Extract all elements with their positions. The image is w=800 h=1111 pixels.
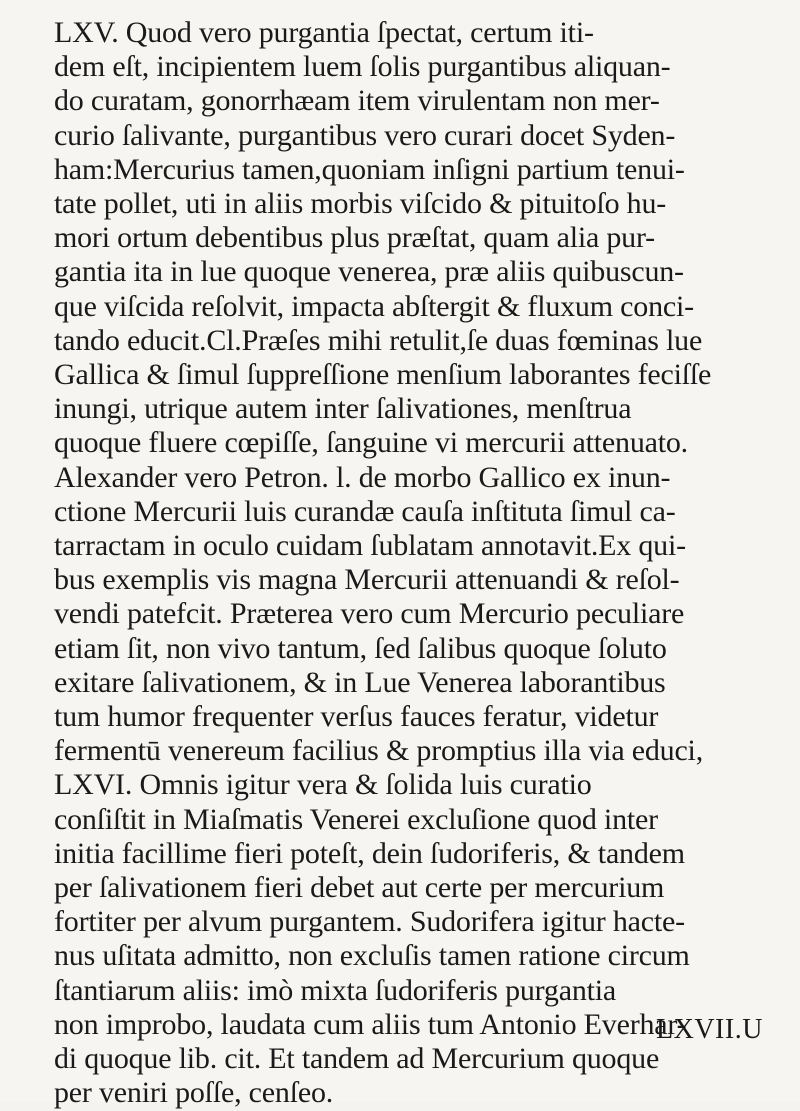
- text-line: inungi, utrique autem inter ſalivationes, menſtrua: [54, 392, 632, 426]
- text-line: ham:Mercurius tamen,quoniam inſigni partium tenui-: [54, 152, 685, 186]
- text-line: fortiter per alvum purgantem. Sudorifera igitur hacte-: [54, 905, 685, 939]
- text-line: per veniri poſſe, cenſeo.: [54, 1076, 334, 1110]
- text-line: tate pollet, uti in aliis morbis viſcido & pituitoſo hu-: [54, 187, 667, 221]
- catchword: LXVII.U: [656, 1014, 763, 1045]
- text-line: LXVI. Omnis igitur vera & ſolida luis curatio: [54, 768, 592, 802]
- text-line: exitare ſalivationem, & in Lue Venerea laborantibus: [54, 665, 666, 699]
- text-line: curio ſalivante, purgantibus vero curari docet Syden-: [54, 118, 676, 152]
- text-line: non improbo, laudata cum aliis tum Antonio Everhar-: [54, 1007, 687, 1041]
- text-line: bus exemplis vis magna Mercurii attenuandi & reſol-: [54, 563, 680, 597]
- text-line: ctione Mercurii luis curandæ cauſa inſtituta ſimul ca-: [54, 494, 676, 528]
- text-line: LXV. Quod vero purgantia ſpectat, certum iti-: [54, 16, 594, 49]
- text-line: dem eſt, incipientem luem ſolis purgantibus aliquan-: [54, 50, 671, 84]
- text-line: gantia ita in lue quoque venerea, præ aliis quibuscun-: [54, 255, 684, 289]
- text-line: nus uſitata admitto, non excluſis tamen ratione circum: [54, 939, 690, 973]
- text-line: que viſcida reſolvit, impacta abſtergit & fluxum conci-: [54, 289, 694, 323]
- text-line: tando educit.Cl.Præſes mihi retulit,ſe duas fœminas lue: [54, 323, 703, 357]
- text-line: initia facillime fieri poteſt, dein ſudoriferis, & tandem: [54, 836, 685, 870]
- text-line: tarractam in oculo cuidam ſublatam annotavit.Ex qui-: [54, 529, 686, 563]
- text-line: Gallica & ſimul ſuppreſſione menſium laborantes feciſſe: [54, 358, 712, 392]
- text-line: di quoque lib. cit. Et tandem ad Mercurium quoque: [54, 1042, 660, 1076]
- body-text: [54, 16, 774, 1111]
- text-line: Alexander vero Petron. l. de morbo Gallico ex inun-: [54, 460, 671, 494]
- text-line: ſtantiarum aliis: imò mixta ſudoriferis purgantia: [54, 973, 617, 1007]
- text-line: mori ortum debentibus plus præſtat, quam alia pur-: [54, 221, 655, 255]
- text-line: etiam ſit, non vivo tantum, ſed ſalibus quoque ſoluto: [54, 631, 667, 665]
- text-line: quoque fluere cœpiſſe, ſanguine vi mercurii attenuato.: [54, 426, 688, 460]
- text-line: conſiſtit in Miaſmatis Venerei excluſione quod inter: [54, 802, 658, 836]
- text-line: do curatam, gonorrhæam item virulentam non mer-: [54, 84, 660, 118]
- text-line: vendi patefcit. Præterea vero cum Mercurio peculiare: [54, 597, 685, 631]
- text-line: tum humor frequenter verſus fauces feratur, videtur: [54, 700, 659, 734]
- text-line: fermentū venereum facilius & promptius illa via educi,: [54, 734, 703, 768]
- text-line: per ſalivationem fieri debet aut certe per mercurium: [54, 871, 665, 905]
